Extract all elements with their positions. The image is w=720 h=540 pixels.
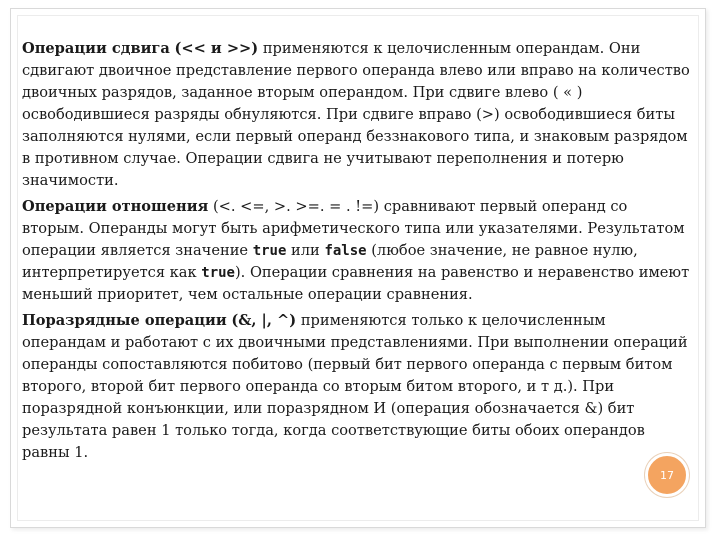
keyword-true: true	[252, 243, 287, 259]
relational-text-4: ). Операции сравнения на равенство и неравенство имеют меньший приоритет, чем остальные операции сравнения.	[22, 264, 690, 303]
page-number-badge	[645, 453, 689, 497]
page-number: 17	[660, 468, 674, 482]
bitwise-text: применяются только к целочисленным операндам и работают с их двоичными представлениями. При выполнении операций операнды сопоставляются побитово (первый бит первого операнда с первым битом второго, второй бит первого операнда со вторым битом второго, и т д.). При поразрядной конъюнкции, или поразрядном И (операция обозначается &) бит результата равен 1 только тогда, когда соответствующие биты обоих операндов равны 1.	[22, 312, 688, 461]
bitwise-heading: Поразрядные операции	[22, 312, 227, 329]
relational-text-2: или	[286, 242, 325, 259]
keyword-false: false	[324, 243, 367, 259]
bitwise-ops: (&, |, ^)	[231, 312, 297, 329]
paragraph-relational-operations	[22, 196, 692, 306]
relational-text-1: (<. <=, >. >=. = . !=) сравнивают первый операнд со вторым. Операнды могут быть арифметического типа или указателями. Результатом операции является значение	[22, 198, 685, 259]
paragraph-shift-operations	[22, 38, 692, 192]
shift-heading: Операции сдвига	[22, 40, 170, 57]
paragraph-bitwise-operations	[22, 310, 692, 464]
shift-text: применяются к целочисленным операндам. Они сдвигают двоичное представление первого операнда влево или вправо на количество двоичных разрядов, заданное вторым операндом. При сдвиге влево ( « ) освободившиеся разряды обнуляются. При сдвиге вправо (>) освободившиеся биты заполняются нулями, если первый операнд беззнакового типа, и знаковым разрядом в противном случае. Операции сдвига не учитывают переполнения и потерю значимости.	[22, 40, 690, 189]
slide-content	[22, 38, 692, 468]
relational-heading: Операции отношения	[22, 198, 209, 215]
keyword-true-2: true	[201, 265, 235, 281]
relational-text-3: (любое значение, не равное нулю, интерпретируется как	[22, 242, 638, 281]
shift-ops: (<< и >>)	[174, 40, 259, 57]
